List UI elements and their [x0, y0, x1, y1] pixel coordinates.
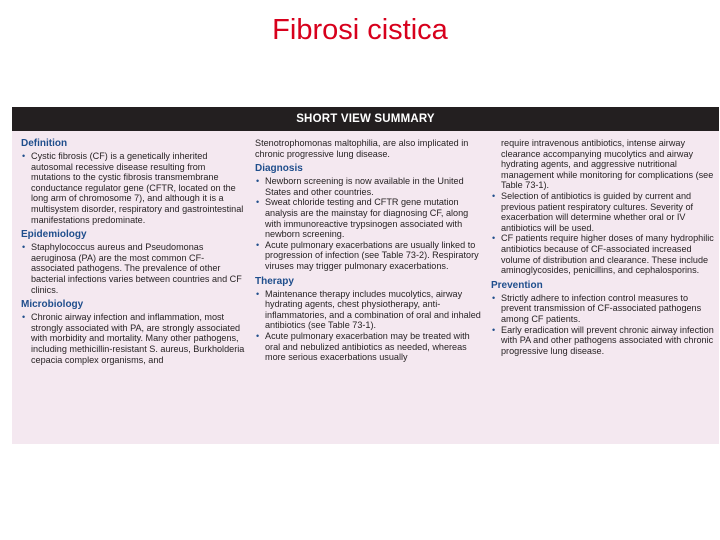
diagnosis-item — [255, 197, 484, 239]
epidemiology-item — [21, 242, 247, 295]
therapy-item — [255, 289, 484, 331]
microbiology-text: Chronic airway infection and inflammation, most strongly associated with PA, are strongly associated with morbidity and mortality. Many other pathogens, including methicillin-resistant S. aureus, Burkholderia cepacia complex organisms, and — [31, 312, 245, 365]
prevention-item — [491, 325, 715, 357]
prevention-text: Strictly adhere to infection control measures to prevent transmission of CF-associated pathogens among CF patients. — [501, 292, 702, 324]
prevention-item — [491, 293, 715, 325]
bullet-icon: • — [492, 324, 496, 335]
therapy-continuation: require intravenous antibiotics, intense airway clearance accompanying mucolytics and airway hydrating agents, and aggressive nutritional management while monitoring for complications (see Table 73-1). — [501, 138, 714, 191]
bullet-icon: • — [22, 242, 26, 253]
diagnosis-item — [255, 176, 484, 197]
therapy-text: Maintenance therapy includes mucolytics, airway hydrating agents, chest physiotherapy, anti-inflammatories, and a combination of oral and inhaled antibiotics (see Table 73-1). — [265, 288, 481, 331]
therapy-text: Selection of antibiotics is guided by current and previous patient respiratory cultures. Severity of exacerbation will determine whether oral or IV antibiotics will be used. — [501, 190, 694, 233]
bullet-icon: • — [256, 239, 260, 250]
definition-item — [21, 151, 247, 225]
diagnosis-heading: Diagnosis — [255, 163, 303, 175]
therapy-item — [255, 331, 484, 363]
microbiology-item — [21, 312, 247, 365]
prevention-heading: Prevention — [491, 279, 543, 291]
column-3 — [491, 138, 715, 356]
column-1 — [21, 138, 247, 365]
bullet-icon: • — [492, 190, 496, 201]
prevention-text: Early eradication will prevent chronic airway infection with PA and other pathogens associated with chronic progressive lung disease. — [501, 324, 714, 356]
diagnosis-text: Sweat chloride testing and CFTR gene mutation analysis are the mainstay for diagnosing CF, along with immunoreactive trypsinogen associated with newborn screening. — [265, 197, 469, 240]
therapy-item — [491, 191, 715, 233]
bullet-icon: • — [22, 151, 26, 161]
bullet-icon: • — [22, 312, 26, 323]
diagnosis-text: Acute pulmonary exacerbations are usually linked to progression of infection (see Table 73-2). Respiratory viruses may trigger pulmonary exacerbations. — [265, 239, 479, 271]
definition-text: Cystic fibrosis (CF) is a genetically inherited autosomal recessive disease resulting from mutations to the cystic fibrosis transmembrane conductance regulator gene (CFTR, located on the long arm of chromosome 7), and although it is a multisystem disorder, respiratory and gastrointestinal manifestations predominate. — [31, 151, 244, 225]
therapy-item — [491, 233, 715, 275]
column-2 — [255, 138, 484, 363]
microbiology-heading: Microbiology — [21, 299, 84, 311]
slide-title: Fibrosi cistica — [272, 14, 448, 46]
summary-panel — [12, 107, 719, 444]
epidemiology-text: Staphylococcus aureus and Pseudomonas aeruginosa (PA) are the most common CF-associated pathogens. The prevalence of other bacterial infections varies between countries and CF clinics. — [31, 242, 242, 295]
bullet-icon: • — [492, 292, 496, 303]
epidemiology-heading: Epidemiology — [21, 229, 87, 241]
diagnosis-text: Newborn screening is now available in the United States and other countries. — [265, 176, 464, 197]
bullet-icon: • — [256, 330, 260, 341]
definition-heading: Definition — [21, 138, 68, 149]
bullet-icon: • — [256, 288, 260, 299]
bullet-icon: • — [492, 233, 496, 244]
therapy-heading: Therapy — [255, 275, 294, 287]
microbiology-continuation: Stenotrophomonas maltophilia, are also implicated in chronic progressive lung disease. — [255, 138, 469, 159]
bullet-icon: • — [256, 176, 260, 187]
therapy-text: Acute pulmonary exacerbation may be treated with oral and nebulized antibiotics as needed, whereas more serious exacerbations usually — [265, 330, 470, 363]
bullet-icon: • — [256, 197, 260, 208]
diagnosis-item — [255, 240, 484, 272]
therapy-text: CF patients require higher doses of many hydrophilic antibiotics because of CF-associated increased volume of distribution and clearance. These include aminoglycosides, penicillins, and cephalosporins. — [501, 233, 714, 276]
panel-header: SHORT VIEW SUMMARY — [12, 107, 719, 131]
